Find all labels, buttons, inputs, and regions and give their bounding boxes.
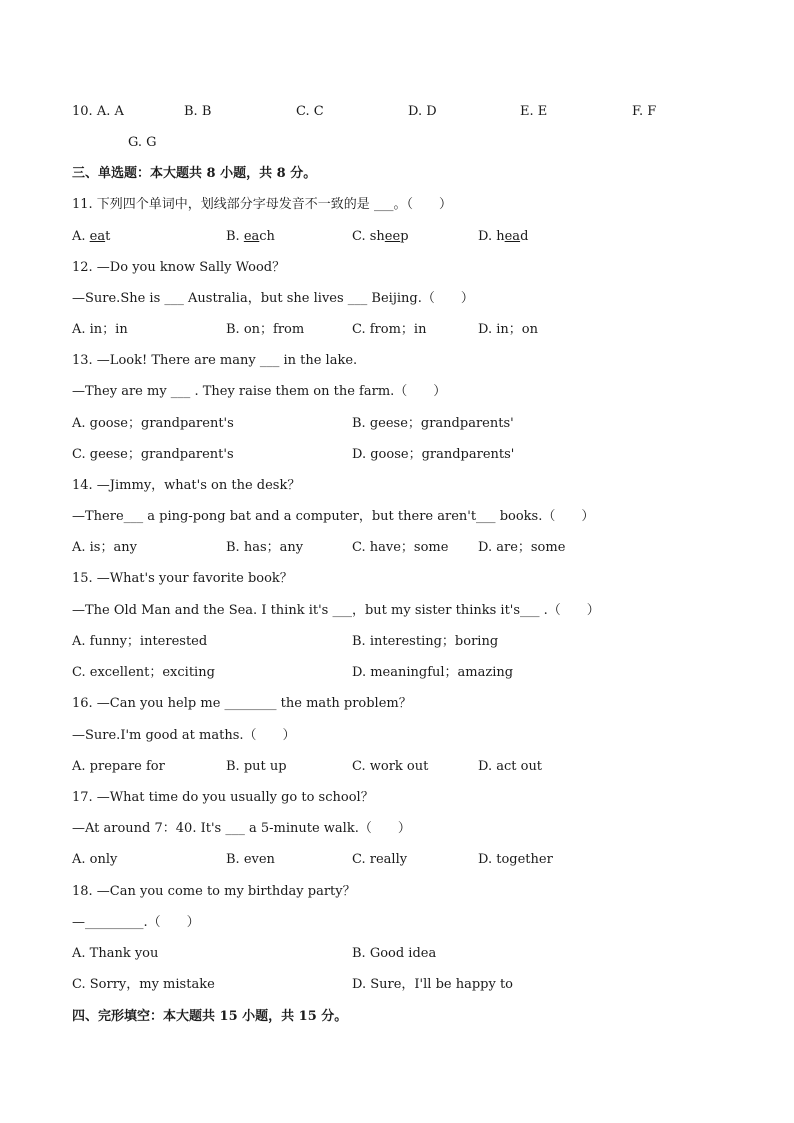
q15-option-d: D. meaningful；amazing xyxy=(352,665,514,680)
q18-option-b: B. Good idea xyxy=(352,946,437,961)
q16-option-a: A. prepare for xyxy=(72,759,165,774)
q15-option-b: B. interesting；boring xyxy=(352,634,499,649)
q14-stem: 14. —Jimmy，what's on the desk？ xyxy=(72,478,301,493)
q16-option-d: D. act out xyxy=(478,759,543,774)
q10-option-f: F. F xyxy=(632,104,657,119)
q12-option-d: D. in；on xyxy=(478,322,538,337)
q15-stem-response: —The Old Man and the Sea. I think it's ___，but my sister thinks it's___ .（ ） xyxy=(72,603,600,618)
q11-option-a: A. eat xyxy=(72,229,111,244)
q13-option-d: D. goose；grandparents' xyxy=(352,447,515,462)
q17-option-a: A. only xyxy=(72,852,118,867)
q10-option-c: C. C xyxy=(296,104,324,119)
q17-stem-response: —At around 7：40. It's ___ a 5-minute walk.（ ） xyxy=(72,821,411,836)
q13-option-a: A. goose；grandparent's xyxy=(72,416,234,431)
q14-option-b: B. has；any xyxy=(226,540,304,555)
q17-option-b: B. even xyxy=(226,852,275,867)
q18-stem-response: —_________.（ ） xyxy=(72,915,200,930)
q16-option-c: C. work out xyxy=(352,759,429,774)
q17-option-d: D. together xyxy=(478,852,553,867)
q12-option-a: A. in；in xyxy=(72,322,128,337)
q12-option-b: B. on；from xyxy=(226,322,305,337)
q10-option-b: B. B xyxy=(184,104,212,119)
q18-option-a: A. Thank you xyxy=(72,946,159,961)
q18-stem: 18. —Can you come to my birthday party？ xyxy=(72,884,356,899)
q13-option-c: C. geese；grandparent's xyxy=(72,447,234,462)
q10-option-a: 10. A. A xyxy=(72,104,124,119)
q12-stem: 12. —Do you know Sally Wood？ xyxy=(72,260,286,275)
q16-option-b: B. put up xyxy=(226,759,287,774)
q15-option-a: A. funny；interested xyxy=(72,634,208,649)
q15-stem: 15. —What's your favorite book？ xyxy=(72,571,293,586)
q13-option-b: B. geese；grandparents' xyxy=(352,416,514,431)
q13-stem: 13. —Look! There are many ___ in the lake. xyxy=(72,353,358,368)
q11-option-b: B. each xyxy=(226,229,275,244)
q14-option-c: C. have；some xyxy=(352,540,449,555)
q15-option-c: C. excellent；exciting xyxy=(72,665,215,680)
q12-stem-response: —Sure.She is ___ Australia，but she lives ___ Beijing.（ ） xyxy=(72,291,474,306)
q18-option-c: C. Sorry，my mistake xyxy=(72,977,215,992)
q14-option-a: A. is；any xyxy=(72,540,137,555)
q10-option-g: G. G xyxy=(128,135,157,150)
section-3-title: 三、单选题：本大题共 8 小题，共 8 分。 xyxy=(72,166,317,181)
q10-option-d: D. D xyxy=(408,104,437,119)
q12-option-c: C. from；in xyxy=(352,322,427,337)
q14-stem-response: —There___ a ping-pong bat and a computer，but there aren't___ books.（ ） xyxy=(72,509,595,524)
q18-option-d: D. Sure，I'll be happy to xyxy=(352,977,514,992)
q16-stem: 16. —Can you help me ________ the math problem？ xyxy=(72,696,412,711)
section-4-title: 四、完形填空：本大题共 15 小题，共 15 分。 xyxy=(72,1009,348,1024)
q17-option-c: C. really xyxy=(352,852,408,867)
q17-stem: 17. —What time do you usually go to school？ xyxy=(72,790,374,805)
q10-option-e: E. E xyxy=(520,104,548,119)
q13-stem-response: —They are my ___ . They raise them on the farm.（ ） xyxy=(72,384,447,399)
q14-option-d: D. are；some xyxy=(478,540,566,555)
q11-option-c: C. sheep xyxy=(352,229,409,244)
q11-option-d: D. head xyxy=(478,229,529,244)
q16-stem-response: —Sure.I'm good at maths.（ ） xyxy=(72,728,296,743)
q11-stem: 11. 下列四个单词中，划线部分字母发音不一致的是 ___。（ ） xyxy=(72,197,452,212)
